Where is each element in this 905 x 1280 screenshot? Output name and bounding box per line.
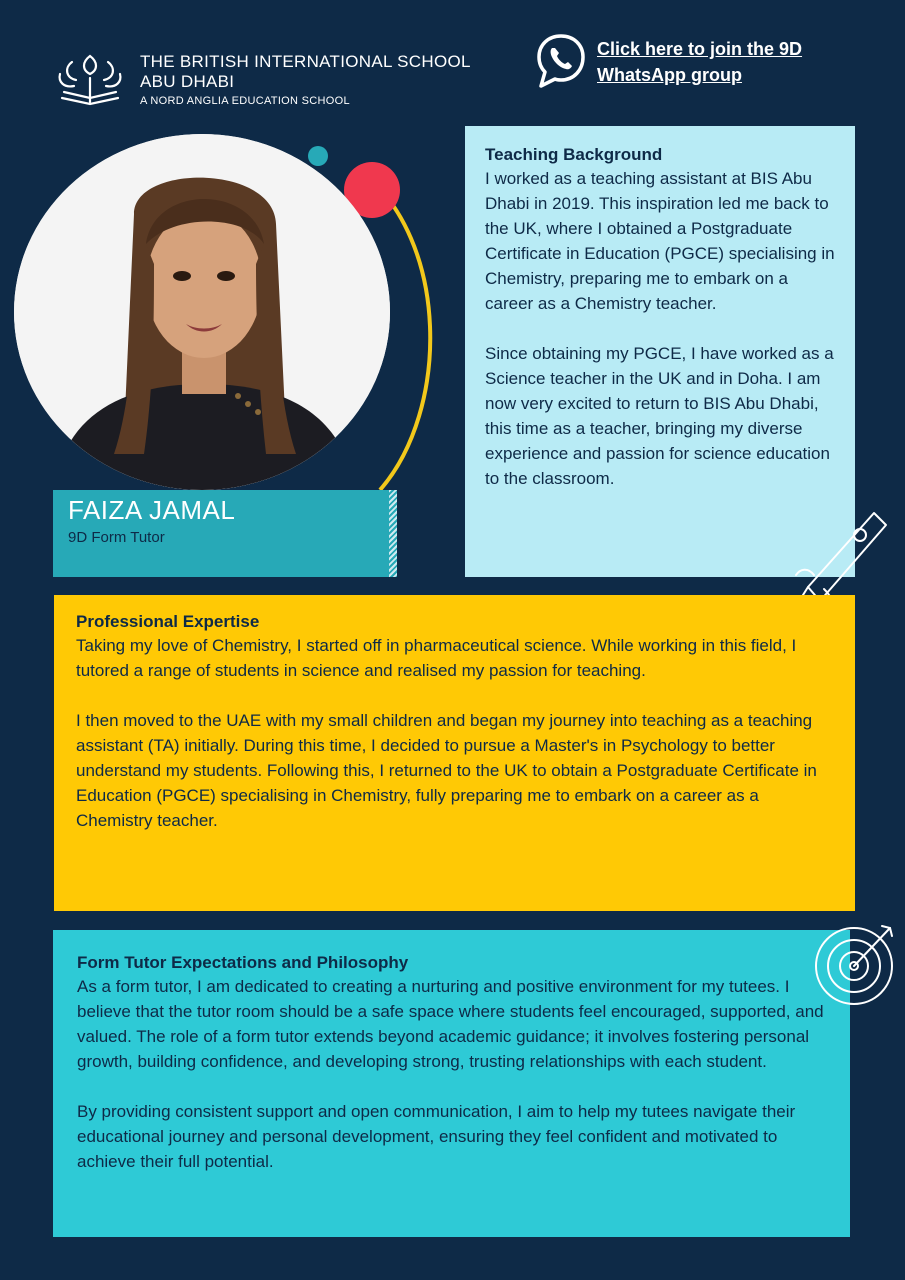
profile-photo [14,134,390,490]
form-tutor-heading: Form Tutor Expectations and Philosophy [77,953,409,972]
professional-expertise-para1: Taking my love of Chemistry, I started off in pharmaceutical science. While working in this field, I tutored a range of students in science and realised my passion for teaching. [76,636,797,680]
teaching-background-heading: Teaching Background [485,145,663,164]
whatsapp-icon[interactable] [535,32,587,90]
teaching-background-para1: I worked as a teaching assistant at BIS Abu Dhabi in 2019. This inspiration led me back to the UK, where I obtained a Postgraduate Certificate in Education (PGCE) specialising in Chemistry, preparing me to embark on a career as a Chemistry teacher. [485,169,835,313]
professional-expertise-heading: Professional Expertise [76,612,260,631]
professional-expertise-card [54,595,855,911]
form-tutor-para2: By providing consistent support and open communication, I aim to help my tutees navigate their educational journey and personal development, ensuring they feel confident and motivated to achieve their full potential. [77,1102,796,1171]
tutor-role: 9D Form Tutor [68,529,165,546]
school-name-line1: THE BRITISH INTERNATIONAL SCHOOL [140,52,471,71]
portrait-illustration [14,134,390,490]
form-tutor-card [53,930,850,1237]
target-doodle-icon [810,918,900,1008]
name-plate-stripe [389,490,397,577]
form-tutor-para1: As a form tutor, I am dedicated to creating a nurturing and positive environment for my tutees. I believe that the tutor room should be a safe space where students feel encouraged, supported, and valued. The role of a form tutor extends beyond academic guidance; it involves fostering personal growth, building confidence, and developing strong, trusting relationships with each student. [77,977,824,1071]
school-crest-icon [52,52,128,108]
whatsapp-group-link[interactable]: Click here to join the 9D WhatsApp group [597,39,803,85]
school-name-line2: ABU DHABI [140,72,235,91]
tutor-name: FAIZA JAMAL [68,495,236,525]
school-subtitle: A NORD ANGLIA EDUCATION SCHOOL [140,95,350,107]
professional-expertise-para2: I then moved to the UAE with my small children and began my journey into teaching as a teaching assistant (TA) initially. During this time, I decided to pursue a Master's in Psychology to better understand my students. Following this, I returned to the UK to obtain a Postgraduate Certificate in Education (PGCE) specialising in Chemistry, fully preparing me to embark on a career as a Chemistry teacher. [76,711,817,830]
teaching-background-para2: Since obtaining my PGCE, I have worked as a Science teacher in the UK and in Doha. I am now very excited to return to BIS Abu Dhabi, this time as a teacher, bringing my diverse experience and passion for science education to the classroom. [485,344,834,488]
